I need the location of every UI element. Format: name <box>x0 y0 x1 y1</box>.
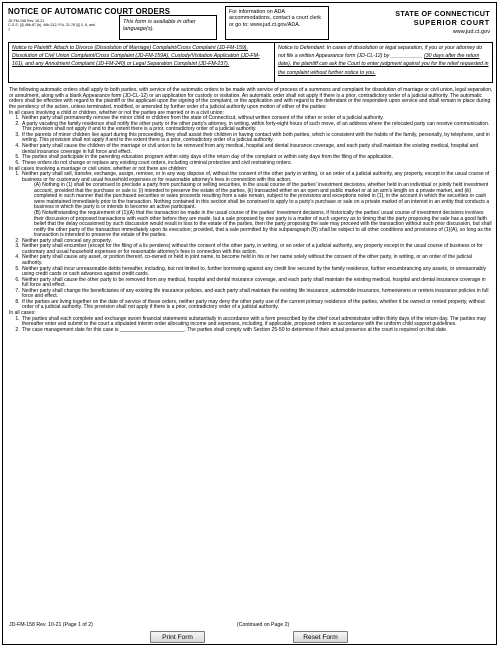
form-title: NOTICE OF AUTOMATIC COURT ORDERS <box>8 7 171 16</box>
appearance-deadline-field: ___________ <box>390 53 423 60</box>
sub-item: (A) Nothing in (1) shall be construed to preclude a party from purchasing or selling securities, in the usual course of the parties' investment decisions, whether held in an individual or jointly held investment account, provided that the purchase or sale is: (i) intended to preserve the estate of the parties, (ii) transacted either on an open and public market or at an arm's length on a private market, and (iii) completed in such manner that the purchased securities or sales proceeds resulting from a sale remain, subject to the provisions and exceptions noted in (1), in the account in which the securities or cash were maintained immediately prior to the transaction. Nothing contained in this section shall be construed to apply to a party's purchase or sale on a private market of an interest in an entity that conducts a business in which the party is or intends to become an active participant. <box>34 182 490 211</box>
section-children <box>9 111 493 166</box>
section-children-heading: In all cases involving a child or children, whether or not the parties are married or in a civil union: <box>9 109 224 116</box>
case-management-text: The case management date for this case is <box>22 327 119 334</box>
section-all-cases-heading: In all cases: <box>9 310 36 317</box>
form-page <box>2 2 497 645</box>
print-form-button[interactable]: Print Form <box>150 631 205 643</box>
case-management-text-2: . The parties shall comply with Section 25-50 to determine if their actual presence at the court is required on that date. <box>184 327 448 334</box>
notice-to-plaintiff-text: Notice to Plaintiff: Attach to Divorce (Dissolution of Marriage) Complaint/Cross Complaint (JD-FM-159), Dissolution of Civil Union Complaint/Cross Complaint (JD-FM-159A), Custody/Visitation Application (JD-FM-161), and any Annulment Complaint (JD-FM-240) or Legal Separation Complaint (JD-FM-237). <box>12 45 260 68</box>
ada-info-box: For information on ADA accommodations, contact a court clerk or go to: www.jud.ct.gov/ADA. <box>225 6 329 40</box>
section-marriage-list <box>9 172 493 311</box>
section-marriage <box>9 167 493 311</box>
list-item: 4. Neither party shall cause any asset, or portion thereof, co-owned or held in joint name, to become held in his or her name solely without the consent of the other party, in writing, or an order of the judicial authority. <box>21 255 493 266</box>
list-item: 1. Neither party shall permanently remove the minor child or children from the state of Connecticut, without written consent of the other or order of a judicial authority. <box>21 116 493 122</box>
section-all-cases <box>9 311 493 333</box>
notice-boxes <box>8 42 493 83</box>
section-children-list <box>9 116 493 166</box>
list-item: 6. Neither party shall cause the other party to be removed from any medical, hospital and dental insurance coverage, and each party shall maintain the existing medical, hospital and dental insurance coverage in full force and effect. <box>21 278 493 289</box>
list-item: 6. These orders do not change or replace any existing court orders, including criminal protective and civil restraining orders. <box>21 161 493 167</box>
statute-reference: C.G.S. §§ 46b-67 (b), 46b-212; P.A. 21-78 §§ 2, 6, and 7 <box>8 23 96 32</box>
list-item: 8. If the parties are living together on the date of service of these orders, neither party may deny the other party use of the current primary residence of the parties, whether it be owned or rented property, without order of a judicial authority. This provision shall not apply if there is a prior, contradictory order of a judicial authority. <box>21 300 493 311</box>
sub-item: (B) Notwithstanding the requirement of (1)(A) that the transaction be made in the usual course of the parties' investment decisions, if historically the parties' usual course of investment decisions involves their discussion of proposed transactions with each other before they are made, but a sale proposed by one party is a matter of such urgency as to timing that the party proposing the sale has a good faith belief that the delay occasioned by such discussion would result in loss to the estate of the parties, then the party proposing the sale may proceed with the transaction without such prior discussion, but shall notify the other party of the transaction immediately upon its execution; provided, that a sale permitted by this subparagraph (B) shall be subject to all other conditions and provisions of (1)(A), so long as the transaction is intended to preserve the estate of the parties. <box>34 210 492 239</box>
court-website: www.jud.ct.gov <box>452 29 490 35</box>
court-name: SUPERIOR COURT <box>413 18 490 27</box>
state-name: STATE OF CONNECTICUT <box>395 9 490 18</box>
notice-to-defendant <box>275 43 492 82</box>
footer-page-ref: JD-FM-158 Rev. 10-21 (Page 1 of 2) <box>9 622 93 628</box>
notice-to-defendant-text: Notice to Defendant: In cases of dissolution or legal separation, if you or your attorney do not file a written Appearance form (JD-CL-12) by <box>278 45 483 60</box>
case-management-date-field[interactable]: _______________________ <box>119 327 185 334</box>
list-item: 5. The parties shall participate in the parenting education program within sixty days of the return day of the complaint or within sixty days from the filing of the application. <box>21 155 493 161</box>
section-all-cases-list <box>9 317 493 334</box>
list-item: 4. Neither party shall cause the children of the marriage or civil union to be removed from any medical, hospital and dental insurance coverage, and each party shall maintain the existing medical, hospital and dental insurance coverage in full force and effect. <box>21 144 493 155</box>
list-item <box>21 172 493 239</box>
sub-list <box>22 183 493 238</box>
reset-form-button[interactable]: Reset Form <box>293 631 348 643</box>
list-item: 2. A party vacating the family residence shall notify the other party or the other party's attorney, in writing, within forty-eight hours of such move, of an address where the relocated party can receive communication. This provision shall not apply if and to the extent there is a prior, contradictory order of a judicial authority. <box>21 122 493 133</box>
footer-continued: (Continued on Page 2) <box>237 622 290 628</box>
form-id: JD-FM-158 Rev. 10-21 <box>8 19 45 23</box>
list-item: 3. Neither party shall encumber (except for the filing of a lis pendens) without the consent of the other party, in writing, or an order of a judicial authority, any property except in the usual course of business or for customary and usual household expenses or for reasonable attorney's fees in connection with this action. <box>21 244 493 255</box>
list-item: 1. The parties shall each complete and exchange sworn financial statements substantially in accordance with a form prescribed by the chief court administrator within thirty days of the return day. The parties may thereafter enter and submit to the court a stipulated interim order allocating income and expenses, including, if applicable, proposed orders in accordance with the uniform child support guidelines. <box>21 317 493 328</box>
list-item: 5. Neither party shall incur unreasonable debts hereafter, including, but not limited to, further borrowing against any credit line secured by the family residence, further encumbrancing any assets, or unreasonably using credit cards or cash advances against credit cards. <box>21 267 493 278</box>
list-item: 2. Neither party shall conceal any property. <box>21 239 493 245</box>
language-availability-box: This form is available in other language(s). <box>119 15 217 40</box>
notice-to-plaintiff <box>9 43 275 82</box>
list-item-text: Neither party shall sell, transfer, exchange, assign, remove, or in any way dispose of, without the consent of the other party in writing, or an order of a judicial authority, any property, except in the usual course of business or for customary and usual household expenses or for reasonable attorney's fees in connection with this action. <box>22 171 490 183</box>
section-marriage-heading: In all cases involving a marriage or civil union, whether or not there are children: <box>9 165 188 172</box>
orders-body <box>9 88 493 334</box>
notice-to-defendant-text-2: (30 days after the return date), the plaintiff can ask the Court to enter judgment against you for the relief requested in the complaint without further notice to you. <box>278 53 489 76</box>
intro-paragraph: The following automatic orders shall apply to both parties, with service of the automatic orders to be made with service of process of a summons and complaint for dissolution of marriage or civil union, legal separation, or annulment, along with a blank Appearance form (JD-CL-12) or an application for custody or visitation. An automatic order shall not apply if there is a prior, contradictory order of a judicial authority. The automatic orders shall be effective with regard to the plaintiff or the applicant upon the signing of the complaint, or the application and with regard to the defendant or the respondent upon service and shall remain in place during the pendency of the action, unless terminated, modified, or amended by further order of a judicial authority upon motion of either of the parties: <box>9 87 493 110</box>
list-item: 7. Neither party shall change the beneficiaries of any existing life insurance policies, and each party shall maintain the existing life insurance, automobile insurance, homeowners or renters insurance policies in full force and effect. <box>21 289 493 300</box>
list-item <box>21 328 493 334</box>
list-item: 3. If the parents of minor children live apart during this proceeding, they shall assist their children in having contact with both parties, which is consistent with the habits of the family, personally, by telephone, and in writing. This provision shall not apply if and to the extent there is a prior, contradictory order of a judicial authority. <box>21 133 493 144</box>
header-right <box>340 9 490 35</box>
